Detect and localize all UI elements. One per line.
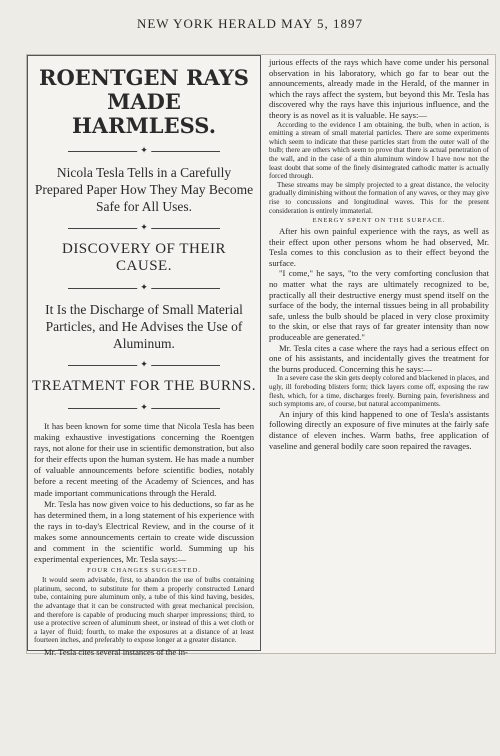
- star-icon: ✦: [137, 145, 151, 156]
- left-paragraph-1: It has been known for some time that Nicola Tesla has been making exhaustive investigations concerning the Roentgen rays, not alone for their use in scientific demonstration, but also for their effects upon the human system. He has made a number of valuable announcements before scientific bodies, notably before a recent meeting of the Academy of Sciences, and has made important communications through the Herald.: [34, 421, 254, 498]
- star-rule: [68, 401, 220, 415]
- star-rule: [68, 358, 220, 372]
- right-column: [263, 55, 493, 651]
- right-small-2: These streams may be simply projected to a great distance, the velocity gradually diminishing without the formation of any waves, or they may give rise to concussions and longitudinal waves. This for the present consideration is entirely immaterial.: [269, 180, 489, 215]
- deck-1: Nicola Tesla Tells in a Carefully Prepared Paper How They May Become Safe for All Uses.: [34, 165, 254, 214]
- section-heading-treatment: TREATMENT FOR THE BURNS.: [32, 378, 256, 394]
- right-small-3: In a severe case the skin gets deeply colored and blackened in places, and ugly, ill foreboding blisters form; thick layers come off, exposing the raw flesh, which, for a time, discharges freely. Burning pain, feverishness and such symptoms are, of course, but natural accompaniments.: [269, 374, 489, 409]
- left-paragraph-2: Mr. Tesla has now given voice to his deductions, so far as he has determined them, in a long statement of his experience with the rays in to-day's Electrical Review, and in the course of it makes some announcements certain to create wide discussion and comment in the scientific world. Summing up his experimental experiences, Mr. Tesla says:—: [34, 498, 254, 565]
- right-opening: jurious effects of the rays which have come under his personal observation in his laboratory, which go far to bear out the announcements, already made in the Herald, of the manner in which the rays affect the system, but beyond this Mr. Tesla has discovered why the rays have this injurious influence, and the theory is as novel as it is valuable. He says:—: [269, 57, 489, 120]
- deck-2: It Is the Discharge of Small Material Particles, and He Advises the Use of Aluminum.: [45, 302, 243, 351]
- right-small-1: According to the evidence I am obtaining, the bulb, when in action, is emitting a stream of small material particles. There are some experiments which seem to indicate that these particles start from the outer wall of the bulb; there are others which seem to prove that there is actual penetration of the wall, and in the case of a thin aluminum window I have now not the least doubt that some of the finely disintegrated cathodic matter is actually forced through.: [269, 120, 489, 181]
- star-rule: [68, 144, 220, 158]
- star-icon: ✦: [137, 402, 151, 413]
- left-column: [27, 55, 261, 657]
- section-heading-discovery: DISCOVERY OF THEIR CAUSE.: [61, 241, 227, 274]
- headline-line-1: ROENTGEN RAYS: [39, 65, 249, 90]
- right-body-4: An injury of this kind happened to one of Tesla's assistants following directly an exposure of five minutes at the fairly safe distance of eleven inches. Warm baths, free application of vaseline and general bodily care soon repaired the ravages.: [269, 408, 489, 451]
- star-rule: [68, 281, 220, 295]
- right-body-3: Mr. Tesla cites a case where the rays had a serious effect on one of his assistants, and incidentally gives the treatment for the burns produced. Concerning this he says:—: [269, 342, 489, 374]
- star-icon: ✦: [137, 282, 151, 293]
- left-small-paragraph: It would seem advisable, first, to abandon the use of bulbs containing platinum, second, to substitute for them a properly constructed Lenard tube, containing pure aluminum only, a tube of this kind having, besides, the advantage that it can be constructed with great mechanical precision, and therefore is capable of producing much sharper impressions; third, to use a protective screen of aluminum sheet, or instead of this a wet cloth or a layer of fluid; fourth, to make the exposures at a distance of at least fourteen inches, and preferably to expose longer at a greater distance.: [34, 575, 254, 645]
- star-icon: ✦: [137, 359, 151, 370]
- masthead: NEW YORK HERALD MAY 5, 1897: [136, 16, 364, 31]
- subhead-four-changes: FOUR CHANGES SUGGESTED.: [87, 567, 201, 575]
- right-body-2: "I come," he says, "to the very comforting conclusion that no matter what the rays are ultimately recognized to be, practically all their destructive energy must spend itself on the surface of the body, the internal tissues being in all probability safe, unless the bulb should be placed in very close proximity to the skin, or else that rays of far greater intensity than now produceable are generated.": [269, 268, 489, 343]
- right-body-1: After his own painful experience with the rays, as well as their effect upon other persons whom he had observed, Mr. Tesla comes to this conclusion as to their effect beyond the surface.: [269, 226, 489, 268]
- subhead-energy-spent: ENERGY SPENT ON THE SURFACE.: [312, 217, 446, 225]
- star-rule: [68, 221, 220, 235]
- star-icon: ✦: [137, 222, 151, 233]
- left-closing-line: Mr. Tesla cites several instances of the in-: [44, 646, 188, 657]
- newspaper-clipping: [26, 54, 496, 657]
- headline-line-2: MADE HARMLESS.: [71, 89, 217, 138]
